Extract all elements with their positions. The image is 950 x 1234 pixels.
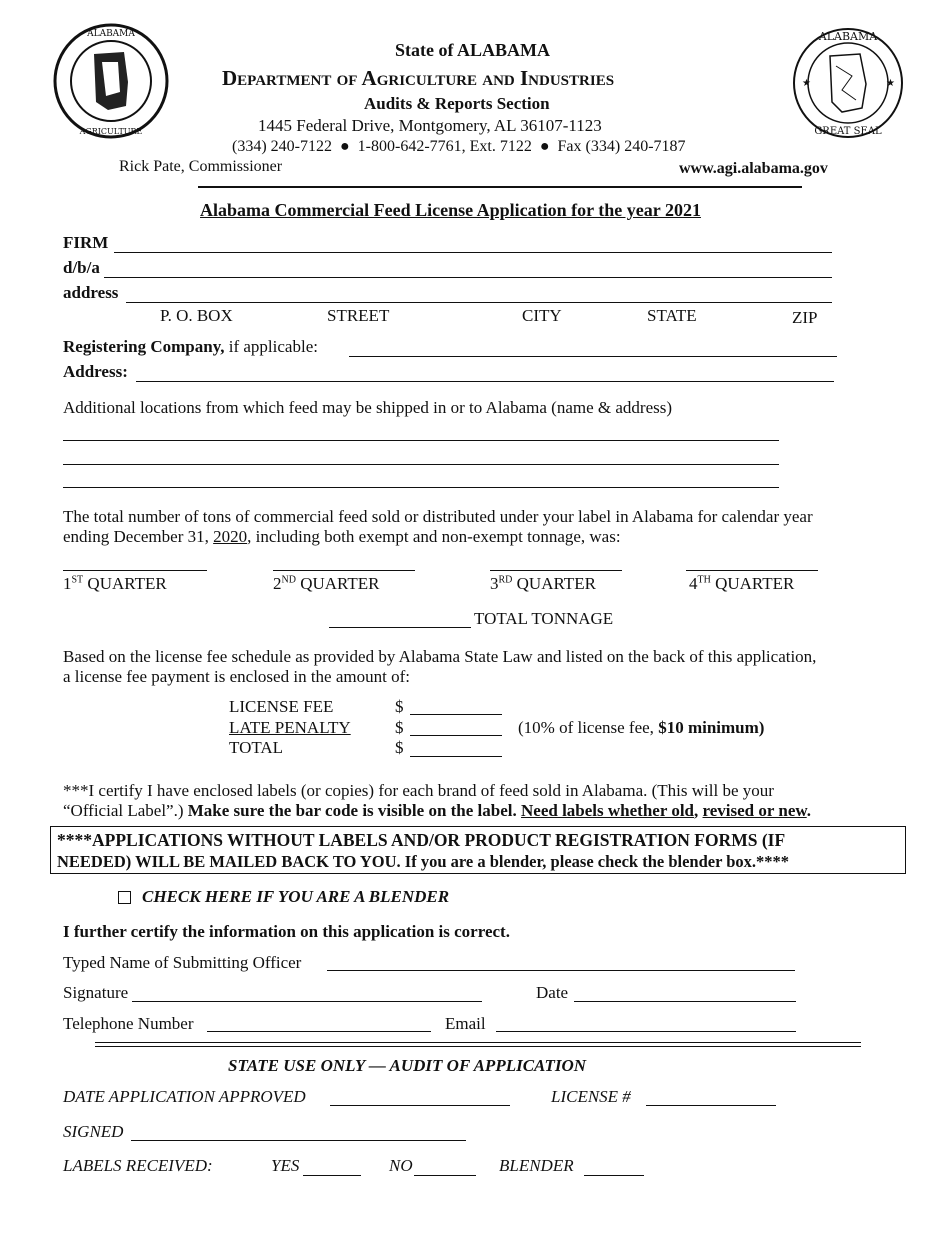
late-penalty-label: LATE PENALTY: [229, 718, 351, 737]
svg-text:ALABAMA: ALABAMA: [818, 30, 878, 43]
additional-location-line-2[interactable]: [63, 464, 779, 465]
fee-intro-line-2: a license fee payment is enclosed in the amount of:: [63, 667, 410, 686]
svg-text:ALABAMA: ALABAMA: [87, 29, 135, 39]
svg-text:★: ★: [802, 78, 811, 89]
typed-name-field[interactable]: [327, 970, 795, 971]
q4-field[interactable]: [686, 570, 818, 571]
dba-field[interactable]: [104, 277, 832, 278]
svg-text:GREAT SEAL: GREAT SEAL: [814, 126, 882, 137]
yes-field[interactable]: [303, 1175, 361, 1176]
q2-label: 2ND QUARTER: [273, 574, 380, 593]
total-fee-label: TOTAL: [229, 738, 284, 757]
tonnage-text-b: , including both exempt and non-exempt tonnage, was:: [247, 527, 621, 546]
signature-field[interactable]: [132, 1001, 482, 1002]
address-part-street: STREET: [327, 306, 390, 325]
date-approved-label: DATE APPLICATION APPROVED: [63, 1087, 306, 1106]
header-divider: [198, 186, 802, 188]
total-fee-currency: $: [395, 738, 404, 757]
q3-label: 3RD QUARTER: [490, 574, 596, 593]
state-use-divider: [95, 1042, 861, 1047]
date-approved-field[interactable]: [330, 1105, 510, 1106]
registering-company-label: [63, 337, 318, 357]
yes-label: YES: [271, 1156, 300, 1175]
bullet-icon: ●: [335, 138, 354, 155]
late-penalty-field[interactable]: [410, 735, 502, 736]
address-part-pobox: P. O. BOX: [160, 306, 233, 325]
firm-field[interactable]: [114, 252, 832, 253]
registering-address-label: Address:: [63, 362, 128, 381]
telephone-label: Telephone Number: [63, 1014, 194, 1033]
signature-label: Signature: [63, 983, 129, 1002]
address-part-city: CITY: [522, 306, 562, 325]
total-tonnage-label: TOTAL TONNAGE: [474, 609, 614, 628]
license-fee-label: LICENSE FEE: [229, 697, 334, 716]
department-address: 1445 Federal Drive, Montgomery, AL 36107-1123: [258, 116, 602, 135]
tonnage-text-a: ending December 31,: [63, 527, 214, 546]
further-certify-text: I further certify the information on this application is correct.: [63, 922, 510, 941]
q3-field[interactable]: [490, 570, 622, 571]
blender-field[interactable]: [584, 1175, 644, 1176]
phone-tollfree: 1-800-642-7761, Ext. 7122: [357, 138, 532, 155]
address-label: address: [63, 283, 119, 302]
commissioner-name: Rick Pate, Commissioner: [119, 158, 283, 175]
labels-received-label: LABELS RECEIVED:: [63, 1156, 213, 1175]
late-penalty-currency: $: [395, 718, 404, 737]
section-heading: Audits & Reports Section: [364, 94, 550, 113]
fee-intro-line-1: Based on the license fee schedule as provided by Alabama State Law and listed on the back of this application,: [63, 647, 817, 666]
signed-label: SIGNED: [63, 1122, 124, 1141]
license-number-field[interactable]: [646, 1105, 776, 1106]
q1-field[interactable]: [63, 570, 207, 571]
signed-field[interactable]: [131, 1140, 466, 1141]
certify-line-2: “Official Label”.) Make sure the bar code is visible on the label. Need labels whether old, revised or new.: [63, 801, 811, 820]
address-field[interactable]: [126, 302, 832, 303]
notice-box: [50, 826, 906, 874]
contact-line: [232, 138, 686, 156]
registering-company-field[interactable]: [349, 356, 837, 357]
notice-line-2: NEEDED) WILL BE MAILED BACK TO YOU. If you are a blender, please check the blender box.****: [57, 852, 790, 871]
department-seal-logo: [52, 22, 170, 140]
phone-main: (334) 240-7122: [232, 138, 332, 155]
email-label: Email: [445, 1014, 486, 1033]
form-title: Alabama Commercial Feed License Application for the year 2021: [200, 200, 701, 220]
additional-location-line-3[interactable]: [63, 487, 779, 488]
license-fee-field[interactable]: [410, 714, 502, 715]
firm-label: FIRM: [63, 233, 109, 252]
svg-text:AGRICULTURE: AGRICULTURE: [79, 127, 143, 136]
no-label: NO: [389, 1156, 413, 1175]
q1-label: 1ST QUARTER: [63, 574, 167, 593]
address-part-state: STATE: [647, 306, 697, 325]
registering-company-rest: if applicable:: [224, 337, 318, 356]
state-use-title: STATE USE ONLY — AUDIT OF APPLICATION: [228, 1056, 586, 1075]
notice-line-1: ****APPLICATIONS WITHOUT LABELS AND/OR PRODUCT REGISTRATION FORMS (IF: [57, 830, 786, 850]
q2-field[interactable]: [273, 570, 415, 571]
state-heading: State of ALABAMA: [395, 40, 550, 60]
additional-location-line-1[interactable]: [63, 440, 779, 441]
blender-label: BLENDER: [499, 1156, 574, 1175]
address-part-zip: ZIP: [792, 308, 818, 327]
certify-line-1: ***I certify I have enclosed labels (or copies) for each brand of feed sold in Alabama. (This will be your: [63, 781, 774, 800]
no-field[interactable]: [414, 1175, 476, 1176]
date-field[interactable]: [574, 1001, 796, 1002]
additional-locations-label: Additional locations from which feed may be shipped in or to Alabama (name & address): [63, 398, 673, 417]
svg-text:★: ★: [886, 78, 895, 89]
registering-company-bold: Registering Company,: [63, 337, 225, 356]
license-number-label: LICENSE #: [551, 1087, 631, 1106]
penalty-note: (10% of license fee, $10 minimum): [518, 718, 765, 737]
total-tonnage-field[interactable]: [329, 627, 471, 628]
typed-name-label: Typed Name of Submitting Officer: [63, 953, 302, 972]
department-heading: Department of Agriculture and Industries: [222, 66, 615, 90]
tonnage-text-line-2: [63, 527, 621, 547]
email-field[interactable]: [496, 1031, 796, 1032]
tonnage-text-line-1: The total number of tons of commercial feed sold or distributed under your label in Alabama for calendar year: [63, 507, 813, 526]
date-label: Date: [536, 983, 569, 1002]
fax-number: Fax (334) 240-7187: [557, 138, 686, 155]
website-link[interactable]: www.agi.alabama.gov: [679, 160, 828, 177]
blender-checkbox[interactable]: [118, 891, 131, 904]
q4-label: 4TH QUARTER: [689, 574, 795, 593]
total-fee-field[interactable]: [410, 756, 502, 757]
dba-label: d/b/a: [63, 258, 100, 277]
great-seal-logo: [790, 26, 906, 140]
tonnage-year: 2020: [213, 527, 248, 546]
bullet-icon: ●: [535, 138, 554, 155]
telephone-field[interactable]: [207, 1031, 431, 1032]
license-fee-currency: $: [395, 697, 404, 716]
registering-address-field[interactable]: [136, 381, 834, 382]
blender-checkbox-label: CHECK HERE IF YOU ARE A BLENDER: [142, 887, 450, 906]
